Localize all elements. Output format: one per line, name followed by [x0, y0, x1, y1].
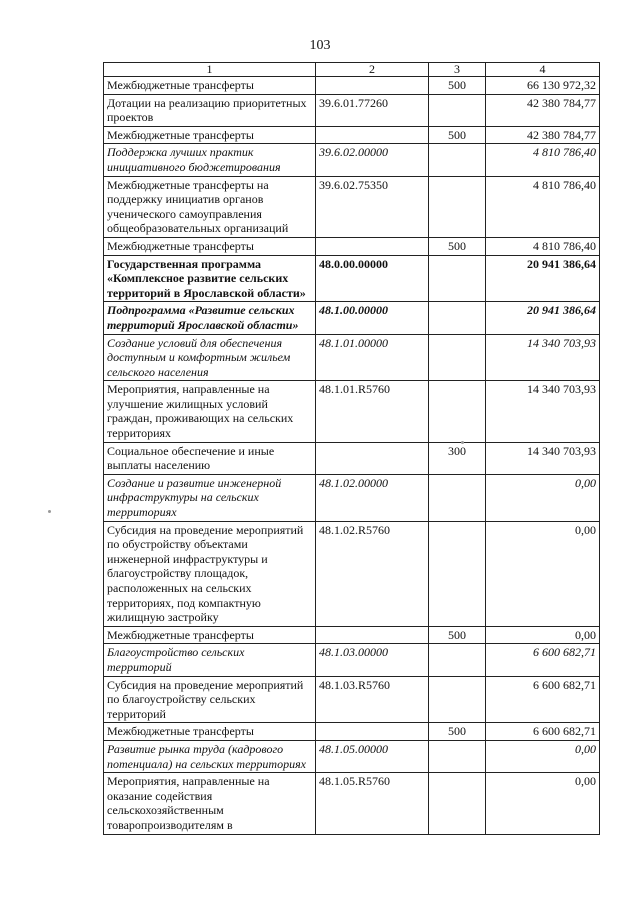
header-col-4: 4: [486, 63, 600, 77]
header-col-1: 1: [104, 63, 316, 77]
row-kvr: 300: [429, 442, 486, 474]
row-amount: 20 941 386,64: [486, 255, 600, 302]
row-code: 48.1.01.R5760: [316, 381, 429, 442]
row-amount: 4 810 786,40: [486, 237, 600, 255]
row-amount: 0,00: [486, 740, 600, 772]
table-row: [104, 77, 600, 95]
row-amount: 66 130 972,32: [486, 77, 600, 95]
table-row: [104, 94, 600, 126]
row-code: 39.6.02.75350: [316, 176, 429, 237]
table-row: [104, 334, 600, 381]
row-name: Межбюджетные трансферты: [104, 626, 316, 644]
row-kvr: 500: [429, 77, 486, 95]
table-row: [104, 302, 600, 334]
row-code: 48.1.03.00000: [316, 644, 429, 676]
table-row: [104, 521, 600, 626]
row-amount: 14 340 703,93: [486, 381, 600, 442]
header-col-3: 3: [429, 63, 486, 77]
row-name: Поддержка лучших практик инициативного бюджетирования: [104, 144, 316, 176]
row-kvr: [429, 302, 486, 334]
row-name: Межбюджетные трансферты на поддержку инициатив органов ученического самоуправления общеобразовательных организаций: [104, 176, 316, 237]
table-row: [104, 176, 600, 237]
row-name: Межбюджетные трансферты: [104, 77, 316, 95]
row-code: 48.1.02.00000: [316, 474, 429, 521]
table-row: [104, 144, 600, 176]
row-code: 48.0.00.00000: [316, 255, 429, 302]
row-name: Межбюджетные трансферты: [104, 237, 316, 255]
row-amount: 6 600 682,71: [486, 676, 600, 723]
row-amount: 6 600 682,71: [486, 723, 600, 741]
row-code: [316, 723, 429, 741]
row-amount: 20 941 386,64: [486, 302, 600, 334]
row-code: [316, 237, 429, 255]
row-amount: 0,00: [486, 626, 600, 644]
row-amount: 0,00: [486, 773, 600, 834]
row-kvr: 500: [429, 723, 486, 741]
row-kvr: [429, 740, 486, 772]
row-name: Субсидия на проведение мероприятий по благоустройству сельских территорий: [104, 676, 316, 723]
row-name: Межбюджетные трансферты: [104, 723, 316, 741]
table-row: [104, 381, 600, 442]
row-name: Социальное обеспечение и иные выплаты населению: [104, 442, 316, 474]
row-amount: 4 810 786,40: [486, 176, 600, 237]
row-kvr: [429, 644, 486, 676]
row-name: Развитие рынка труда (кадрового потенциала) на сельских территориях: [104, 740, 316, 772]
row-amount: 14 340 703,93: [486, 442, 600, 474]
page-number: 103: [309, 38, 331, 53]
table-header: [104, 63, 600, 77]
row-code: 39.6.01.77260: [316, 94, 429, 126]
row-amount: 4 810 786,40: [486, 144, 600, 176]
table-row: [104, 676, 600, 723]
row-kvr: [429, 144, 486, 176]
row-amount: 0,00: [486, 474, 600, 521]
budget-table: [103, 62, 600, 835]
row-amount: 42 380 784,77: [486, 126, 600, 144]
table-row: [104, 255, 600, 302]
row-code: 48.1.02.R5760: [316, 521, 429, 626]
table-row: [104, 644, 600, 676]
row-code: [316, 626, 429, 644]
row-name: Благоустройство сельских территорий: [104, 644, 316, 676]
row-code: 48.1.03.R5760: [316, 676, 429, 723]
table-row: [104, 773, 600, 834]
table-body: [104, 77, 600, 835]
row-amount: 6 600 682,71: [486, 644, 600, 676]
row-name: Межбюджетные трансферты: [104, 126, 316, 144]
row-amount: 42 380 784,77: [486, 94, 600, 126]
row-kvr: [429, 521, 486, 626]
row-code: 48.1.05.00000: [316, 740, 429, 772]
row-kvr: [429, 676, 486, 723]
table-row: [104, 723, 600, 741]
row-code: 39.6.02.00000: [316, 144, 429, 176]
scan-dot: [48, 510, 51, 513]
row-code: 48.1.05.R5760: [316, 773, 429, 834]
header-row: [104, 63, 600, 77]
row-code: 48.1.01.00000: [316, 334, 429, 381]
table-row: [104, 442, 600, 474]
row-amount: 14 340 703,93: [486, 334, 600, 381]
row-name: Мероприятия, направленные на оказание содействия сельскохозяйственным товаропроизводителям в: [104, 773, 316, 834]
row-name: Создание и развитие инженерной инфраструктуры на сельских территориях: [104, 474, 316, 521]
table-row: [104, 740, 600, 772]
row-kvr: [429, 94, 486, 126]
row-kvr: [429, 381, 486, 442]
row-name: Создание условий для обеспечения доступным и комфортным жильем сельского населения: [104, 334, 316, 381]
row-code: 48.1.00.00000: [316, 302, 429, 334]
row-kvr: [429, 334, 486, 381]
table-row: [104, 474, 600, 521]
row-kvr: [429, 176, 486, 237]
row-kvr: [429, 474, 486, 521]
scan-dot: [461, 441, 464, 444]
row-name: Подпрограмма «Развитие сельских территорий Ярославской области»: [104, 302, 316, 334]
table-row: [104, 126, 600, 144]
row-code: [316, 442, 429, 474]
table-row: [104, 626, 600, 644]
row-kvr: 500: [429, 126, 486, 144]
row-name: Государственная программа «Комплексное развитие сельских территорий в Ярославской области»: [104, 255, 316, 302]
row-amount: 0,00: [486, 521, 600, 626]
row-name: Субсидия на проведение мероприятий по обустройству объектами инженерной инфраструктуры и благоустройству площадок, расположенных на сельских территориях, под компактную жилищную застройку: [104, 521, 316, 626]
row-kvr: 500: [429, 237, 486, 255]
row-code: [316, 77, 429, 95]
row-code: [316, 126, 429, 144]
row-name: Дотации на реализацию приоритетных проектов: [104, 94, 316, 126]
row-name: Мероприятия, направленные на улучшение жилищных условий граждан, проживающих на сельских территориях: [104, 381, 316, 442]
header-col-2: 2: [316, 63, 429, 77]
row-kvr: [429, 773, 486, 834]
row-kvr: 500: [429, 626, 486, 644]
table-row: [104, 237, 600, 255]
row-kvr: [429, 255, 486, 302]
